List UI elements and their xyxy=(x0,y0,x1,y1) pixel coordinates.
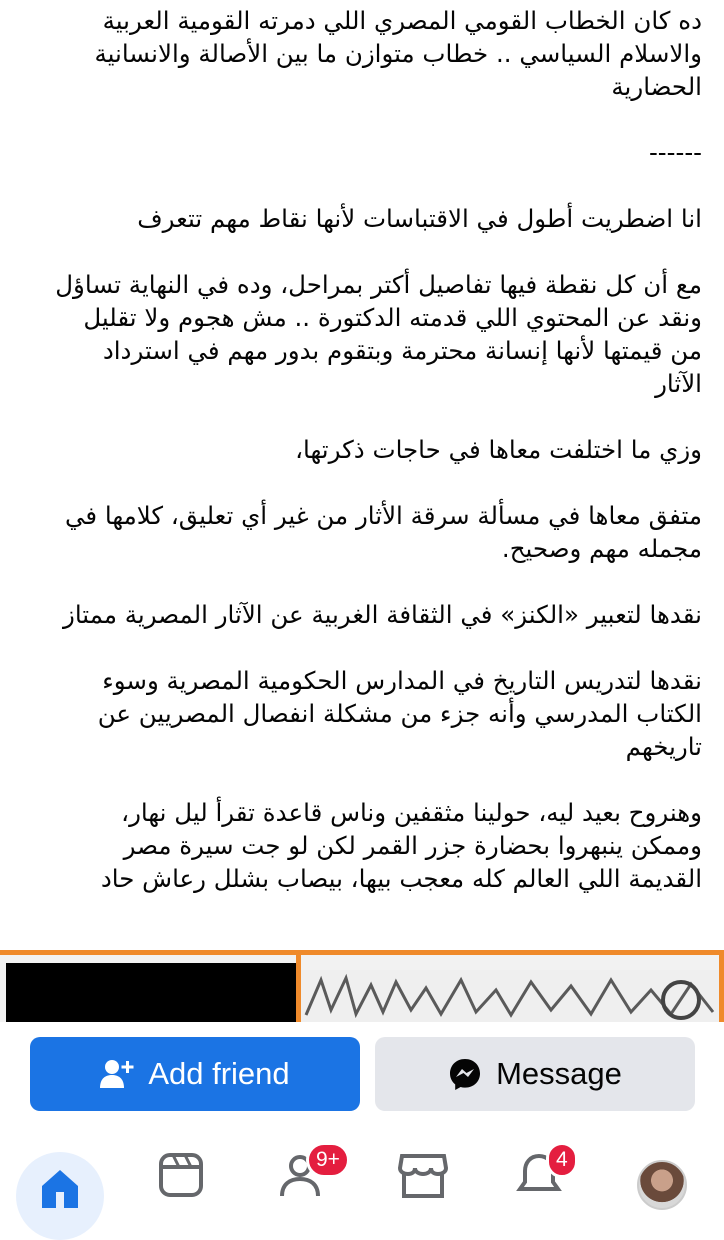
media-border xyxy=(719,955,724,1025)
notifications-badge: 4 xyxy=(546,1142,578,1178)
home-icon xyxy=(38,1168,82,1208)
post-separator: ------ xyxy=(648,138,702,167)
post-media[interactable] xyxy=(0,950,724,1025)
video-icon xyxy=(158,1152,204,1198)
message-label: Message xyxy=(496,1056,622,1091)
post-paragraph: نقدها لتدريس التاريخ في المدارس الحكومية المصرية وسوء الكتاب المدرسي وأنه جزء من مشكلة انفصال المصريين عن تاريخهم xyxy=(97,666,702,761)
post-paragraph: مع أن كل نقطة فيها تفاصيل أكتر بمراحل، وده في النهاية تساؤل ونقد عن المحتوي اللي قدمته الدكتورة .. مش هجوم ولا تقليل من قيمتها لأنها إنسانة محترمة وبتقوم بدور مهم في استرداد الآثار xyxy=(55,270,702,398)
post-paragraph: انا اضطريت أطول في الاقتباسات لأنها نقاط مهم تتعرف xyxy=(137,204,702,233)
tab-friends[interactable] xyxy=(278,1148,348,1212)
tab-marketplace[interactable] xyxy=(398,1152,468,1212)
media-image-engraving[interactable] xyxy=(301,970,719,1025)
message-button[interactable] xyxy=(375,1037,695,1111)
profile-avatar[interactable] xyxy=(637,1160,687,1210)
post-paragraph: ده كان الخطاب القومي المصري اللي دمرته القومية العربية والاسلام السياسي .. خطاب متوازن ما بين الأصالة والانسانية الحضارية xyxy=(94,6,702,101)
friends-badge: 9+ xyxy=(306,1142,350,1178)
messenger-icon xyxy=(448,1057,482,1091)
tab-video[interactable] xyxy=(158,1152,228,1212)
profile-action-bar xyxy=(0,1022,724,1132)
post-paragraph: نقدها لتعبير «الكنز» في الثقافة الغربية عن الآثار المصرية ممتاز xyxy=(63,600,702,629)
post-paragraph: وهنروح بعيد ليه، حولينا مثقفين وناس قاعدة تقرأ ليل نهار، وممكن ينبهروا بحضارة جزر القمر لكن لو جت سيرة مصر القديمة اللي العالم كله معجب بيها، بيصاب بشلل رعاش حاد xyxy=(100,798,702,893)
tab-home[interactable] xyxy=(16,1152,104,1240)
post-paragraph: وزي ما اختلفت معاها في حاجات ذكرتها، xyxy=(295,435,702,464)
media-image-dark[interactable] xyxy=(6,963,296,1025)
add-person-icon xyxy=(100,1058,134,1090)
tab-notifications[interactable] xyxy=(516,1148,586,1212)
add-friend-label: Add friend xyxy=(148,1056,290,1091)
post-paragraph: متفق معاها في مسألة سرقة الأثار من غير أي تعليق، كلامها في مجمله مهم وصحيح. xyxy=(64,501,702,563)
marketplace-icon xyxy=(398,1152,448,1198)
add-friend-button[interactable] xyxy=(30,1037,360,1111)
bottom-tab-bar xyxy=(0,1132,724,1200)
